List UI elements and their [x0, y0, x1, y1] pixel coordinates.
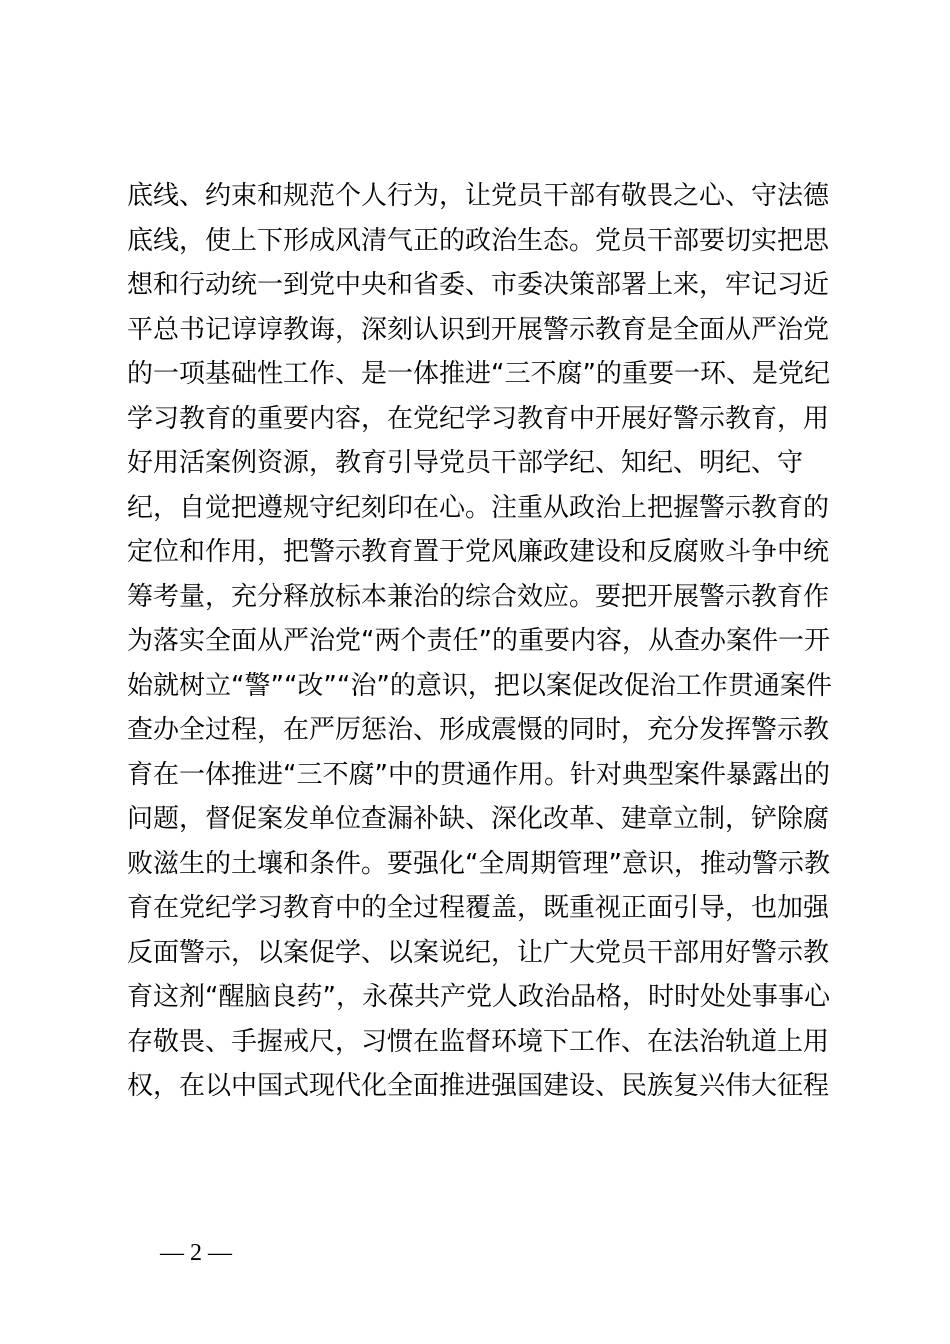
text-line: 好用活案例资源，教育引导党员干部学纪、知纪、明纪、守 [127, 448, 804, 478]
text-line: 想和行动统一到党中央和省委、市委决策部署上来，牢记习近 [127, 270, 830, 300]
text-line: 的一项基础性工作、是一体推进“三不腐”的重要一环、是党纪 [127, 359, 830, 389]
text-line: 权，在以中国式现代化全面推进强国建设、民族复兴伟大征程 [127, 1071, 830, 1101]
text-line: 学习教育的重要内容，在党纪学习教育中开展好警示教育，用 [127, 403, 830, 434]
body-text [127, 174, 832, 1109]
text-line: 定位和作用，把警示教育置于党风廉政建设和反腐败斗争中统 [127, 537, 830, 567]
text-line: 筹考量，充分释放标本兼治的综合效应。要把开展警示教育作 [127, 581, 830, 612]
page-number: — 2 — [160, 1240, 232, 1266]
text-line: 育这剂“醒脑良药”，永葆共产党人政治品格，时时处处事事心 [127, 982, 830, 1012]
text-line: 平总书记谆谆教诲，深刻认识到开展警示教育是全面从严治党 [127, 314, 830, 345]
text-line: 为落实全面从严治党“两个责任”的重要内容，从查办案件一开 [127, 626, 830, 656]
text-line: 育在党纪学习教育中的全过程覆盖，既重视正面引导，也加强 [127, 893, 830, 923]
text-line: 存敬畏、手握戒尺，习惯在监督环境下工作、在法治轨道上用 [127, 1026, 830, 1057]
text-line: 败滋生的土壤和条件。要强化“全周期管理”意识，推动警示教 [127, 848, 830, 879]
text-line: 查办全过程，在严厉惩治、形成震慑的同时，充分发挥警示教 [127, 715, 830, 745]
text-line: 反面警示，以案促学、以案说纪，让广大党员干部用好警示教 [127, 937, 830, 968]
text-line: 纪，自觉把遵规守纪刻印在心。注重从政治上把握警示教育的 [127, 492, 830, 523]
text-line: 底线、约束和规范个人行为，让党员干部有敬畏之心、守法德 [127, 181, 830, 211]
text-line: 底线，使上下形成风清气正的政治生态。党员干部要切实把思 [127, 225, 830, 256]
text-line: 问题，督促案发单位查漏补缺、深化改革、建章立制，铲除腐 [127, 804, 830, 834]
text-line: 育在一体推进“三不腐”中的贯通作用。针对典型案件暴露出的 [127, 759, 830, 790]
text-line: 始就树立“警”“改”“治”的意识，把以案促改促治工作贯通案件 [127, 670, 832, 701]
